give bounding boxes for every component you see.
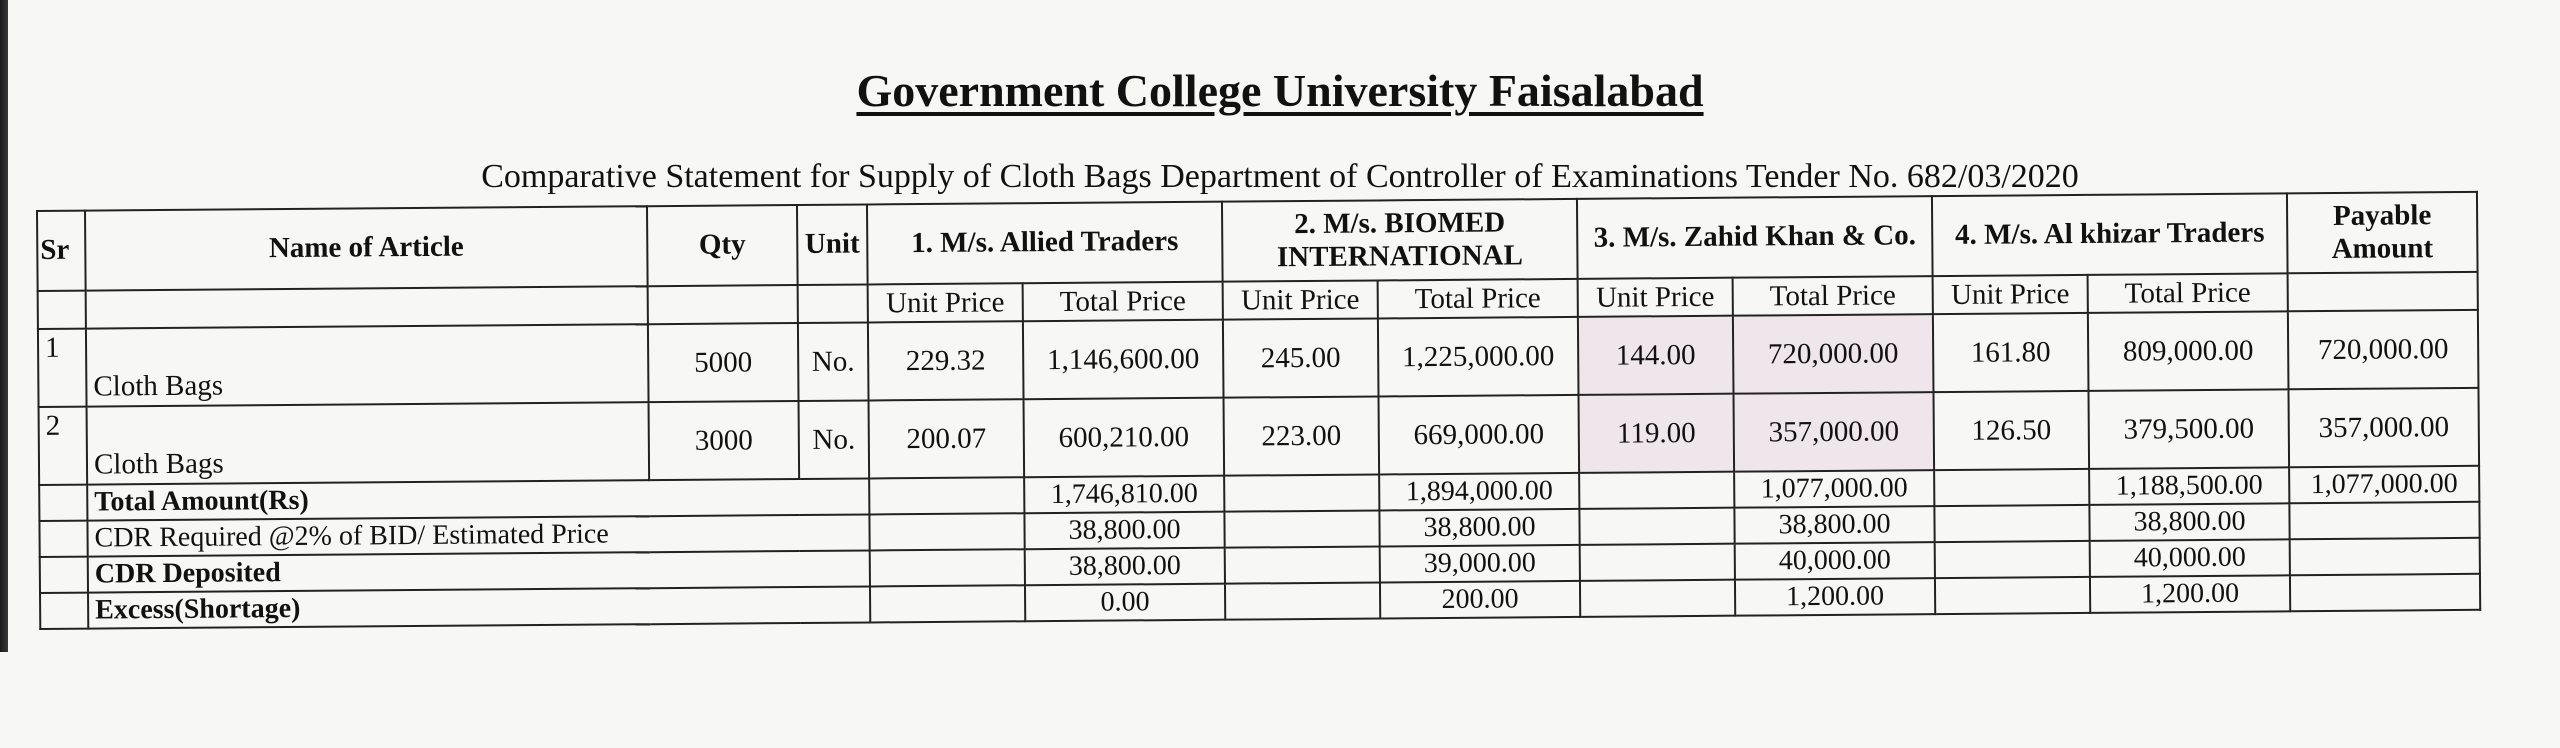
summary-value: 1,200.00	[2090, 575, 2290, 613]
summary-value: 38,800.00	[2089, 503, 2289, 541]
row-sr: 2	[39, 407, 88, 485]
header-vendor-4: 4. M/s. Al khizar Traders	[1932, 193, 2288, 276]
empty-cell	[40, 593, 88, 629]
empty-cell	[870, 549, 1025, 586]
header-vendor-3: 3. M/s. Zahid Khan & Co.	[1577, 196, 1933, 279]
subheader-unit-price: Unit Price	[1223, 280, 1378, 319]
summary-value: 38,800.00	[1024, 512, 1224, 550]
header-vendor-1: 1. M/s. Allied Traders	[867, 202, 1223, 285]
empty-cell	[870, 585, 1025, 622]
row-total-price: 1,225,000.00	[1378, 317, 1579, 397]
row-unit-price: 223.00	[1224, 396, 1380, 475]
summary-label: Total Amount(Rs)	[87, 478, 869, 520]
header-unit: Unit	[797, 204, 868, 285]
row-total-price: 600,210.00	[1024, 398, 1225, 478]
empty-cell	[869, 513, 1024, 550]
subheader-unit-price: Unit Price	[1933, 275, 2088, 314]
subheader-total-price: Total Price	[1023, 282, 1223, 322]
row-unit: No.	[799, 400, 870, 479]
empty-cell	[1934, 469, 2089, 506]
row-total-price: 379,500.00	[2088, 389, 2289, 469]
empty-cell	[1225, 582, 1380, 619]
header-sr: Sr	[37, 211, 86, 291]
empty-cell	[1225, 546, 1380, 583]
summary-value: 40,000.00	[1735, 542, 1935, 580]
summary-value: 38,800.00	[1734, 506, 1934, 544]
row-unit-price: 161.80	[1933, 313, 2089, 392]
summary-value: 38,800.00	[1025, 548, 1225, 586]
row-total-price: 1,146,600.00	[1023, 320, 1224, 400]
empty-cell	[1224, 510, 1379, 547]
summary-value: 1,894,000.00	[1379, 473, 1579, 511]
summary-value: 39,000.00	[1380, 545, 1580, 583]
header-name: Name of Article	[85, 206, 648, 290]
empty-cell	[648, 285, 798, 324]
empty-cell	[38, 291, 86, 329]
row-unit: No.	[798, 322, 869, 401]
empty-cell	[86, 286, 648, 328]
summary-payable: 1,077,000.00	[2289, 466, 2479, 503]
summary-payable	[2290, 538, 2480, 575]
empty-cell	[1935, 541, 2090, 578]
row-unit-price: 144.00	[1578, 316, 1734, 395]
row-total-price: 669,000.00	[1379, 395, 1580, 475]
empty-cell	[869, 477, 1024, 514]
subheader-total-price: Total Price	[2088, 273, 2288, 313]
row-total-price: 720,000.00	[1733, 314, 1934, 394]
empty-cell	[1579, 508, 1734, 545]
row-unit-price: 119.00	[1578, 394, 1734, 473]
row-payable: 357,000.00	[2288, 388, 2479, 467]
comparative-table	[36, 191, 2481, 630]
row-qty: 5000	[648, 323, 799, 402]
header-qty: Qty	[647, 205, 798, 286]
header-vendor-2: 2. M/s. BIOMED INTERNATIONAL	[1222, 199, 1578, 282]
row-total-price: 809,000.00	[2088, 311, 2289, 391]
summary-payable	[2290, 574, 2480, 611]
summary-payable	[2289, 502, 2479, 539]
summary-label: CDR Deposited	[88, 550, 870, 592]
row-unit-price: 229.32	[868, 321, 1024, 400]
row-payable: 720,000.00	[2288, 310, 2479, 389]
empty-cell	[1580, 544, 1735, 581]
summary-value: 1,746,810.00	[1024, 476, 1224, 514]
empty-cell	[798, 284, 868, 323]
summary-value: 1,077,000.00	[1734, 470, 1934, 508]
row-sr: 1	[38, 329, 87, 407]
row-qty: 3000	[649, 401, 800, 480]
subheader-unit-price: Unit Price	[868, 283, 1023, 322]
comparative-statement	[36, 191, 2479, 630]
row-unit-price: 200.07	[869, 399, 1025, 478]
row-total-price: 357,000.00	[1733, 392, 1934, 472]
summary-label: Excess(Shortage)	[88, 586, 870, 628]
row-name: Cloth Bags	[87, 402, 650, 484]
empty-cell	[1580, 580, 1735, 617]
empty-cell	[1935, 577, 2090, 614]
document-subtitle: Comparative Statement for Supply of Cloth Bags Department of Controller of Examinations Tender No. 682/03/2020	[481, 158, 2079, 195]
summary-value: 200.00	[1380, 581, 1580, 619]
row-unit-price: 126.50	[1934, 391, 2090, 470]
row-unit-price: 245.00	[1223, 318, 1379, 397]
subheader-total-price: Total Price	[1378, 279, 1578, 319]
empty-cell	[1224, 474, 1379, 511]
summary-value: 40,000.00	[2090, 539, 2290, 577]
empty-cell	[39, 485, 87, 521]
empty-cell	[1579, 472, 1734, 509]
header-payable: Payable Amount	[2287, 192, 2478, 273]
empty-cell	[2288, 272, 2478, 311]
document-title: Government College University Faisalabad	[856, 65, 1704, 116]
summary-value: 1,188,500.00	[2089, 467, 2289, 505]
row-name: Cloth Bags	[86, 324, 649, 406]
summary-value: 38,800.00	[1379, 509, 1579, 547]
empty-cell	[39, 521, 87, 557]
empty-cell	[40, 557, 88, 593]
subheader-unit-price: Unit Price	[1578, 278, 1733, 317]
empty-cell	[1934, 505, 2089, 542]
summary-value: 0.00	[1025, 584, 1225, 622]
summary-value: 1,200.00	[1735, 578, 1935, 616]
summary-label: CDR Required @2% of BID/ Estimated Price	[87, 514, 869, 556]
subheader-total-price: Total Price	[1733, 276, 1933, 316]
